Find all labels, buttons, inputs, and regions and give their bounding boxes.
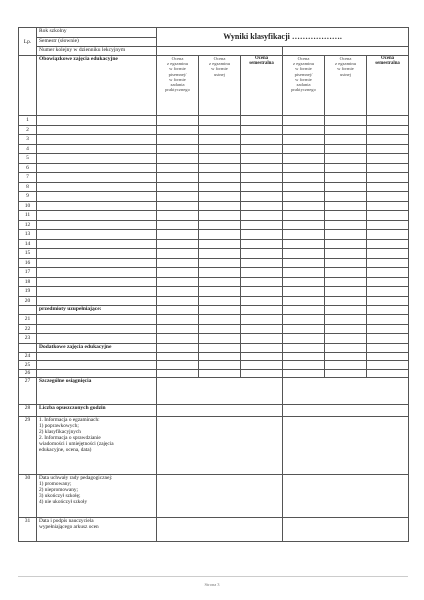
subject-cell[interactable] (37, 163, 157, 173)
row-number: 29 (19, 417, 37, 475)
grade-cell[interactable] (367, 125, 409, 135)
table-row (19, 211, 409, 221)
grade-cell[interactable] (367, 352, 409, 361)
row-number: 20 (19, 296, 37, 306)
grade-cell[interactable] (241, 324, 283, 334)
grade-cell[interactable] (325, 268, 367, 278)
grade-cell[interactable] (241, 192, 283, 202)
row-number: 21 (19, 315, 37, 325)
grade-cell[interactable] (367, 268, 409, 278)
value-cell-right[interactable] (283, 475, 409, 518)
grade-cell[interactable] (241, 220, 283, 230)
grade-cell[interactable] (241, 249, 283, 259)
grade-cell[interactable] (367, 361, 409, 370)
grade-cell[interactable] (325, 296, 367, 306)
row-number: 14 (19, 239, 37, 249)
grade-cell[interactable] (157, 239, 199, 249)
results-title: Wyniki klasyfikacji ………………. (157, 28, 409, 47)
grade-cell[interactable] (241, 334, 283, 344)
subject-cell[interactable] (37, 361, 157, 370)
grade-cell[interactable] (367, 220, 409, 230)
grade-cell[interactable] (325, 154, 367, 164)
grade-cell[interactable] (283, 201, 325, 211)
subject-cell[interactable] (37, 258, 157, 268)
row-number: 15 (19, 249, 37, 259)
grade-cell[interactable] (325, 125, 367, 135)
row31-label: Data i podpis nauczyciela wypełniającego arkusz ocen (37, 518, 157, 542)
grade-cell[interactable] (283, 125, 325, 135)
table-row (19, 405, 409, 417)
table-row (19, 125, 409, 135)
grade-cell[interactable] (199, 144, 241, 154)
row29-label: 1. Informacja o egzaminach: 1) poprawkowych; 2) klasyfikacyjnych 2. Informacja o sprawdzianie wiadomości i umiejętności (zajęcia edukacyjne, ocena, data) (37, 417, 157, 475)
row-number: 17 (19, 268, 37, 278)
subject-cell[interactable] (37, 249, 157, 259)
subject-cell[interactable] (37, 268, 157, 278)
grade-cell[interactable] (199, 361, 241, 370)
grade-cell[interactable] (241, 163, 283, 173)
grade-cell[interactable] (157, 154, 199, 164)
subject-cell[interactable] (37, 287, 157, 297)
grade-cell[interactable] (199, 116, 241, 126)
grade-cell[interactable] (367, 116, 409, 126)
table-row (19, 296, 409, 306)
table-row (19, 192, 409, 202)
subject-cell[interactable] (37, 201, 157, 211)
grade-cell[interactable] (241, 258, 283, 268)
grade-cell[interactable] (325, 192, 367, 202)
subject-cell[interactable] (37, 230, 157, 240)
grade-cell[interactable] (199, 315, 241, 325)
grade-cell[interactable] (157, 116, 199, 126)
grade-cell[interactable] (157, 249, 199, 259)
value-cell-left[interactable] (157, 417, 283, 475)
grade-cell[interactable] (283, 352, 325, 361)
grade-cell[interactable] (241, 125, 283, 135)
grade-cell[interactable] (283, 230, 325, 240)
row-number: 23 (19, 334, 37, 344)
table-row (19, 249, 409, 259)
subject-cell[interactable] (37, 182, 157, 192)
value-cell-left[interactable] (157, 405, 283, 417)
grade-cell[interactable] (199, 306, 241, 315)
grade-cell[interactable] (325, 343, 367, 352)
grade-cell[interactable] (325, 315, 367, 325)
grade-cell[interactable] (199, 343, 241, 352)
row-number: 30 (19, 475, 37, 518)
footer-rule (18, 576, 408, 577)
row-number: 25 (19, 361, 37, 370)
grade-cell[interactable] (157, 201, 199, 211)
grade-cell[interactable] (199, 173, 241, 183)
grade-cell[interactable] (157, 315, 199, 325)
grade-cell[interactable] (283, 277, 325, 287)
grade-cell[interactable] (283, 343, 325, 352)
grade-cell[interactable] (325, 163, 367, 173)
grade-col-1: Ocena z egzaminu w formie pisemnej/ w formie zadania praktycznego (157, 56, 199, 116)
value-cell-right[interactable] (283, 378, 409, 405)
grade-cell[interactable] (157, 352, 199, 361)
grade-cell[interactable] (157, 343, 199, 352)
subject-cell[interactable] (37, 135, 157, 145)
grade-cell[interactable] (367, 201, 409, 211)
table-row (19, 182, 409, 192)
grade-cell[interactable] (325, 239, 367, 249)
grade-cell[interactable] (241, 116, 283, 126)
grade-cell[interactable] (157, 211, 199, 221)
grade-cell[interactable] (199, 135, 241, 145)
grade-cell[interactable] (241, 352, 283, 361)
grade-cell[interactable] (325, 201, 367, 211)
empty-lp (19, 343, 37, 352)
grade-cell[interactable] (283, 144, 325, 154)
grade-cell[interactable] (157, 258, 199, 268)
grade-cell[interactable] (283, 173, 325, 183)
subject-cell[interactable] (37, 154, 157, 164)
row28-label: Liczba opuszczonych godzin (37, 405, 157, 417)
grade-cell[interactable] (157, 268, 199, 278)
table-row (19, 361, 409, 370)
table-row (19, 173, 409, 183)
grade-cell[interactable] (367, 287, 409, 297)
lp-header-cont (19, 56, 37, 116)
grade-cell[interactable] (367, 315, 409, 325)
grade-cell[interactable] (367, 154, 409, 164)
row-number: 5 (19, 154, 37, 164)
subject-cell[interactable] (37, 116, 157, 126)
value-cell-right[interactable] (283, 405, 409, 417)
grade-cell[interactable] (241, 315, 283, 325)
grade-cell[interactable] (367, 334, 409, 344)
grade-cell[interactable] (157, 324, 199, 334)
grade-cell[interactable] (199, 324, 241, 334)
grade-cell[interactable] (157, 144, 199, 154)
table-row (19, 230, 409, 240)
grade-cell[interactable] (367, 182, 409, 192)
grade-cell[interactable] (325, 334, 367, 344)
grade-cell[interactable] (241, 144, 283, 154)
subject-cell[interactable] (37, 315, 157, 325)
subject-cell[interactable] (37, 173, 157, 183)
row-number: 27 (19, 378, 37, 405)
grade-cell[interactable] (157, 306, 199, 315)
table-row (19, 324, 409, 334)
value-cell-left[interactable] (157, 475, 283, 518)
grade-cell[interactable] (199, 125, 241, 135)
grade-cell[interactable] (241, 277, 283, 287)
table-row (19, 163, 409, 173)
grade-cell[interactable] (367, 277, 409, 287)
grade-cell[interactable] (283, 220, 325, 230)
grade-cell[interactable] (241, 343, 283, 352)
grade-cell[interactable] (199, 249, 241, 259)
table-row (19, 268, 409, 278)
value-cell-left[interactable] (157, 518, 283, 542)
row-number: 24 (19, 352, 37, 361)
grade-cell[interactable] (199, 369, 241, 378)
row30-label: Data uchwały rady pedagogicznej: 1) promowany; 2) niepromowany; 3) ukończył szkołę; 4) nie ukończył szkoły (37, 475, 157, 518)
grade-cell[interactable] (283, 268, 325, 278)
grade-cell[interactable] (325, 361, 367, 370)
supplementary-label: przedmioty uzupełniające: (37, 306, 157, 315)
grade-cell[interactable] (367, 173, 409, 183)
year-label: Rok szkolny (37, 28, 157, 38)
mandatory-subjects-label: Obowiązkowe zajęcia edukacyjne (37, 56, 157, 116)
grade-cell[interactable] (325, 258, 367, 268)
grade-cell[interactable] (367, 230, 409, 240)
grade-cell[interactable] (325, 249, 367, 259)
subject-cell[interactable] (37, 324, 157, 334)
subject-cell[interactable] (37, 239, 157, 249)
grade-cell[interactable] (325, 144, 367, 154)
grade-cell[interactable] (283, 192, 325, 202)
grade-cell[interactable] (157, 287, 199, 297)
table-row (19, 154, 409, 164)
row-number: 28 (19, 405, 37, 417)
value-cell-left[interactable] (157, 378, 283, 405)
subject-cell[interactable] (37, 220, 157, 230)
row-number: 11 (19, 211, 37, 221)
grade-cell[interactable] (283, 116, 325, 126)
grade-cell[interactable] (157, 182, 199, 192)
grade-cell[interactable] (199, 201, 241, 211)
grade-cell[interactable] (241, 211, 283, 221)
table-row (19, 116, 409, 126)
page-number: Strona 3 (204, 582, 220, 587)
row-number: 19 (19, 287, 37, 297)
grade-cell[interactable] (325, 173, 367, 183)
row-number: 31 (19, 518, 37, 542)
grade-cell[interactable] (157, 163, 199, 173)
journal-number-label: Numer kolejny w dzienniku lekcyjnym (37, 47, 157, 56)
grade-cell[interactable] (325, 369, 367, 378)
journal-cell-left[interactable] (157, 47, 283, 56)
grade-cell[interactable] (283, 154, 325, 164)
grade-cell[interactable] (199, 230, 241, 240)
grade-cell[interactable] (367, 296, 409, 306)
grade-cell[interactable] (199, 258, 241, 268)
grade-cell[interactable] (157, 296, 199, 306)
grade-cell[interactable] (283, 369, 325, 378)
grade-cell[interactable] (199, 182, 241, 192)
subject-cell[interactable] (37, 352, 157, 361)
table-row (19, 258, 409, 268)
value-cell-right[interactable] (283, 417, 409, 475)
grade-col-5: Ocena z egzaminu w formie ustnej (325, 56, 367, 116)
grade-cell[interactable] (199, 334, 241, 344)
table-row (19, 277, 409, 287)
grade-cell[interactable] (199, 296, 241, 306)
grade-cell[interactable] (199, 239, 241, 249)
table-row (19, 378, 409, 405)
grade-cell[interactable] (325, 135, 367, 145)
table-row (19, 369, 409, 378)
grade-cell[interactable] (157, 135, 199, 145)
grade-cell[interactable] (367, 211, 409, 221)
grade-cell[interactable] (283, 315, 325, 325)
grade-cell[interactable] (241, 230, 283, 240)
subject-cell[interactable] (37, 192, 157, 202)
table-row (19, 144, 409, 154)
grade-cell[interactable] (199, 268, 241, 278)
grade-cell[interactable] (199, 277, 241, 287)
grade-cell[interactable] (283, 239, 325, 249)
grade-cell[interactable] (367, 249, 409, 259)
grade-col-2: Ocena z egzaminu w formie ustnej (199, 56, 241, 116)
grade-cell[interactable] (283, 296, 325, 306)
subject-cell[interactable] (37, 144, 157, 154)
empty-lp (19, 306, 37, 315)
grade-cell[interactable] (157, 361, 199, 370)
grade-cell[interactable] (325, 116, 367, 126)
row-number: 22 (19, 324, 37, 334)
grade-cell[interactable] (325, 182, 367, 192)
row-number: 10 (19, 201, 37, 211)
grade-cell[interactable] (367, 144, 409, 154)
row27-label: Szczególne osiągnięcia (37, 378, 157, 405)
grade-cell[interactable] (199, 352, 241, 361)
grade-sheet-form (18, 27, 408, 542)
grade-col-3: Ocena semestralna (241, 56, 283, 116)
subject-cell[interactable] (37, 369, 157, 378)
row-number: 18 (19, 277, 37, 287)
grade-cell[interactable] (283, 211, 325, 221)
table-row (19, 518, 409, 542)
grade-cell[interactable] (367, 135, 409, 145)
subject-cell[interactable] (37, 334, 157, 344)
subject-cell[interactable] (37, 125, 157, 135)
grade-col-4: Ocena z egzaminu w formie pisemnej/ w formie zadania praktycznego (283, 56, 325, 116)
semester-label: Semestr (słownie) (37, 38, 157, 47)
grade-cell[interactable] (199, 154, 241, 164)
grade-cell[interactable] (283, 361, 325, 370)
grade-cell[interactable] (241, 173, 283, 183)
table-row (19, 334, 409, 344)
grade-cell[interactable] (283, 182, 325, 192)
row-number: 1 (19, 116, 37, 126)
grade-cell[interactable] (199, 163, 241, 173)
grade-cell[interactable] (157, 334, 199, 344)
row-number: 9 (19, 192, 37, 202)
grade-cell[interactable] (199, 192, 241, 202)
row-number: 13 (19, 230, 37, 240)
grade-cell[interactable] (283, 324, 325, 334)
grade-cell[interactable] (157, 173, 199, 183)
grade-cell[interactable] (283, 258, 325, 268)
grade-cell[interactable] (283, 163, 325, 173)
table-row (19, 315, 409, 325)
lp-header: Lp. (19, 28, 37, 56)
grade-cell[interactable] (241, 201, 283, 211)
grade-cell[interactable] (199, 220, 241, 230)
table-row (19, 135, 409, 145)
grade-cell[interactable] (241, 361, 283, 370)
grade-cell[interactable] (199, 287, 241, 297)
row-number: 26 (19, 369, 37, 378)
additional-row (19, 343, 409, 352)
grade-cell[interactable] (283, 306, 325, 315)
grade-cell[interactable] (367, 324, 409, 334)
row-number: 16 (19, 258, 37, 268)
grade-cell[interactable] (241, 306, 283, 315)
grade-cell[interactable] (283, 334, 325, 344)
subject-cell[interactable] (37, 277, 157, 287)
value-cell-right[interactable] (283, 518, 409, 542)
grade-cell[interactable] (157, 277, 199, 287)
grade-col-6: Ocena semestralna (367, 56, 409, 116)
row-number: 3 (19, 135, 37, 145)
grade-cell[interactable] (367, 369, 409, 378)
table-row (19, 220, 409, 230)
grade-cell[interactable] (241, 287, 283, 297)
additional-label: Dodatkowe zajęcia edukacyjne (37, 343, 157, 352)
table-row (19, 239, 409, 249)
grade-cell[interactable] (241, 135, 283, 145)
row-number: 4 (19, 144, 37, 154)
row-number: 7 (19, 173, 37, 183)
table-row (19, 417, 409, 475)
grade-cell[interactable] (325, 306, 367, 315)
grade-cell[interactable] (241, 182, 283, 192)
grade-cell[interactable] (283, 249, 325, 259)
grade-cell[interactable] (241, 296, 283, 306)
grade-cell[interactable] (325, 287, 367, 297)
grade-cell[interactable] (367, 258, 409, 268)
grade-cell[interactable] (157, 369, 199, 378)
grade-cell[interactable] (283, 287, 325, 297)
row-number: 12 (19, 220, 37, 230)
grade-cell[interactable] (325, 220, 367, 230)
subject-cell[interactable] (37, 211, 157, 221)
table-row (19, 475, 409, 518)
grade-cell[interactable] (325, 277, 367, 287)
subject-cell[interactable] (37, 296, 157, 306)
grade-cell[interactable] (325, 324, 367, 334)
grade-cell[interactable] (157, 192, 199, 202)
grade-cell[interactable] (241, 268, 283, 278)
journal-cell-right[interactable] (283, 47, 409, 56)
row-number: 6 (19, 163, 37, 173)
grade-cell[interactable] (241, 239, 283, 249)
grade-cell[interactable] (325, 211, 367, 221)
grade-cell[interactable] (367, 239, 409, 249)
grade-cell[interactable] (325, 352, 367, 361)
grade-cell[interactable] (157, 220, 199, 230)
grade-cell[interactable] (157, 125, 199, 135)
grade-cell[interactable] (157, 230, 199, 240)
grade-cell[interactable] (325, 230, 367, 240)
grade-cell[interactable] (241, 154, 283, 164)
table-row (19, 287, 409, 297)
table-row (19, 201, 409, 211)
row-number: 2 (19, 125, 37, 135)
grade-cell[interactable] (283, 135, 325, 145)
grade-cell[interactable] (367, 306, 409, 315)
grade-cell[interactable] (367, 163, 409, 173)
table-row (19, 352, 409, 361)
supplementary-row (19, 306, 409, 315)
grade-cell[interactable] (199, 211, 241, 221)
grade-cell[interactable] (241, 369, 283, 378)
grade-cell[interactable] (367, 343, 409, 352)
grade-table (18, 27, 409, 542)
grade-cell[interactable] (367, 192, 409, 202)
row-number: 8 (19, 182, 37, 192)
